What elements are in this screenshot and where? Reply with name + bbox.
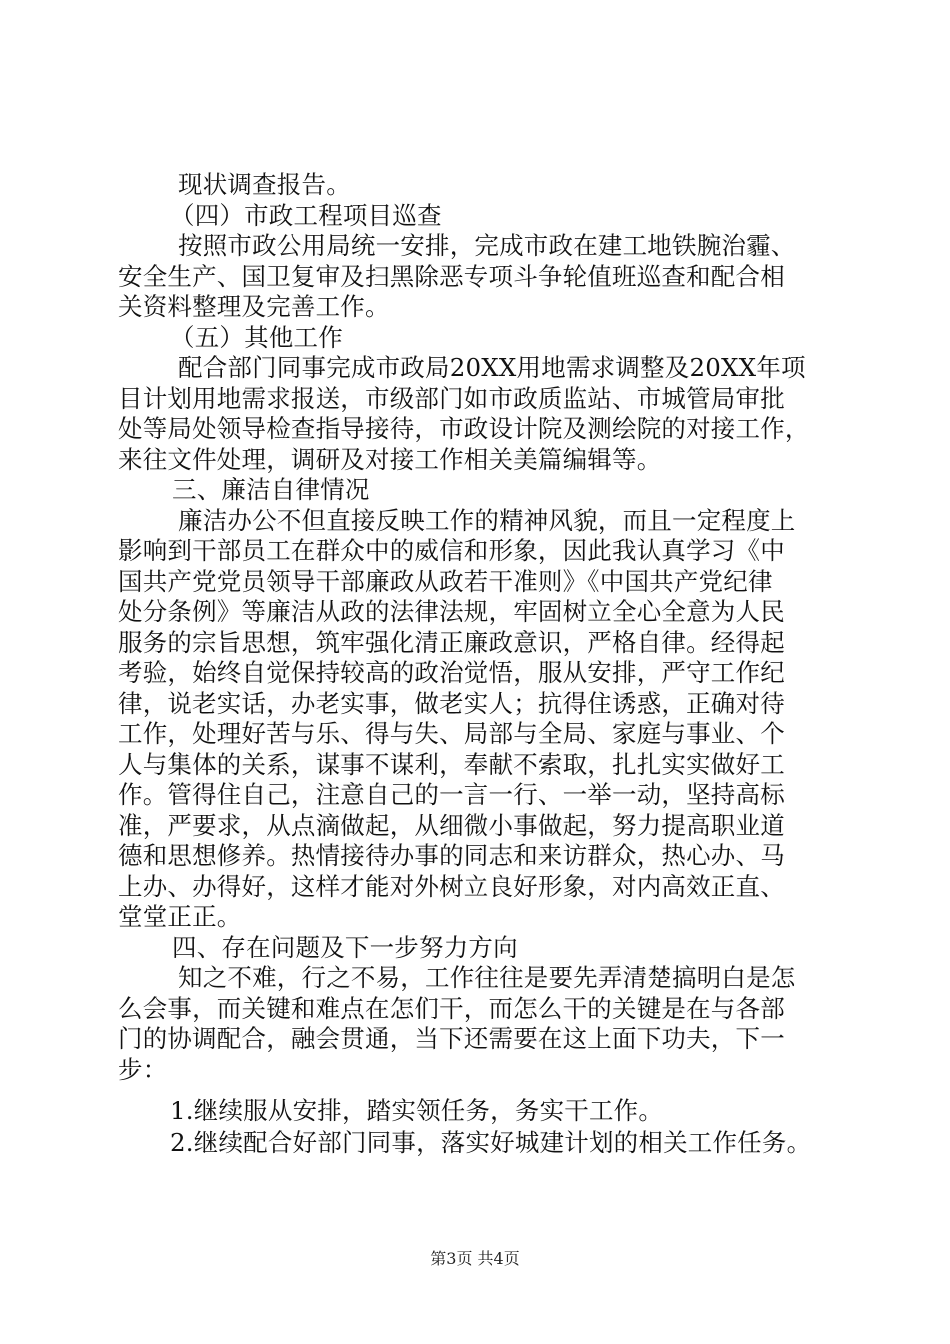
paragraph-line: 来往文件处理，调研及对接工作相关美篇编辑等。 [118, 444, 662, 474]
paragraph-line: 安全生产、国卫复审及扫黑除恶专项斗争轮值班巡查和配合相 [118, 261, 785, 291]
paragraph-line: 目计划用地需求报送，市级部门如市政质监站、市城管局审批 [118, 383, 785, 413]
paragraph-line: 配合部门同事完成市政局20XX用地需求调整及20XX年项 [178, 353, 806, 382]
section-heading: （四）市政工程项目巡查 [170, 200, 442, 230]
paragraph-line: 准，严要求，从点滴做起，从细微小事做起，努力提高职业道 [118, 810, 785, 840]
paragraph-line: 上办、办得好，这样才能对外树立良好形象，对内高效正直、 [118, 871, 785, 901]
action-list [118, 1095, 848, 1159]
paragraph-line: 德和思想修养。热情接待办事的同志和来访群众，热心办、马 [118, 841, 785, 870]
paragraph-line: 按照市政公用局统一安排，完成市政在建工地铁腕治霾、 [178, 231, 796, 260]
page-number: 第3页 共4页 [430, 1249, 520, 1268]
paragraph-line: 知之不难，行之不易，工作往往是要先弄清楚搞明白是怎 [178, 963, 796, 992]
paragraph-line: 影响到干部员工在群众中的威信和形象，因此我认真学习《中 [118, 536, 785, 565]
paragraph-line: 堂堂正正。 [118, 902, 242, 931]
paragraph-line: 处等局处领导检查指导接待，市政设计院及测绘院的对接工作， [118, 414, 810, 443]
section-heading: （五）其他工作 [170, 322, 343, 352]
paragraph-line: 律，说老实话，办老实事，做老实人；抗得住诱惑，正确对待 [118, 688, 785, 718]
document-body [118, 170, 848, 1159]
paragraph-line: 考验，始终自觉保持较高的政治觉悟，服从安排，严守工作纪 [118, 658, 785, 687]
paragraph-line: 现状调查报告。 [178, 170, 351, 199]
section-heading: 三、廉洁自律情况 [172, 475, 370, 504]
paragraph-line: 工作，处理好苦与乐、得与失、局部与全局、家庭与事业、个 [118, 719, 785, 748]
paragraph-line: 关资料整理及完善工作。 [118, 292, 390, 321]
paragraph-line: 人与集体的关系，谋事不谋利，奉献不索取，扎扎实实做好工 [118, 749, 785, 779]
section-heading: 四、存在问题及下一步努力方向 [172, 932, 518, 962]
paragraph-line: 廉洁办公不但直接反映工作的精神风貌，而且一定程度上 [178, 505, 796, 535]
paragraph-line: 作。管得住自己，注意自己的一言一行、一举一动，坚持高标 [118, 780, 785, 809]
paragraph-line: 处分条例》等廉洁从政的法律法规，牢固树立全心全意为人民 [118, 597, 785, 626]
paragraph-line: 步： [118, 1054, 168, 1084]
paragraph-line: 门的协调配合，融会贯通，当下还需要在这上面下功夫，下一 [118, 1024, 785, 1053]
paragraph-line: 服务的宗旨思想，筑牢强化清正廉政意识，严格自律。经得起 [118, 627, 785, 657]
paragraph-line: 国共产党党员领导干部廉政从政若干准则》《中国共产党纪律 [118, 566, 773, 596]
list-item: 2.继续配合好部门同事，落实好城建计划的相关工作任务。 [170, 1128, 812, 1157]
paragraph-line: 么会事，而关键和难点在怎们干，而怎么干的关键是在与各部 [118, 993, 785, 1023]
list-item: 1.继续服从安排，踏实领任务，务实干工作。 [170, 1096, 664, 1125]
